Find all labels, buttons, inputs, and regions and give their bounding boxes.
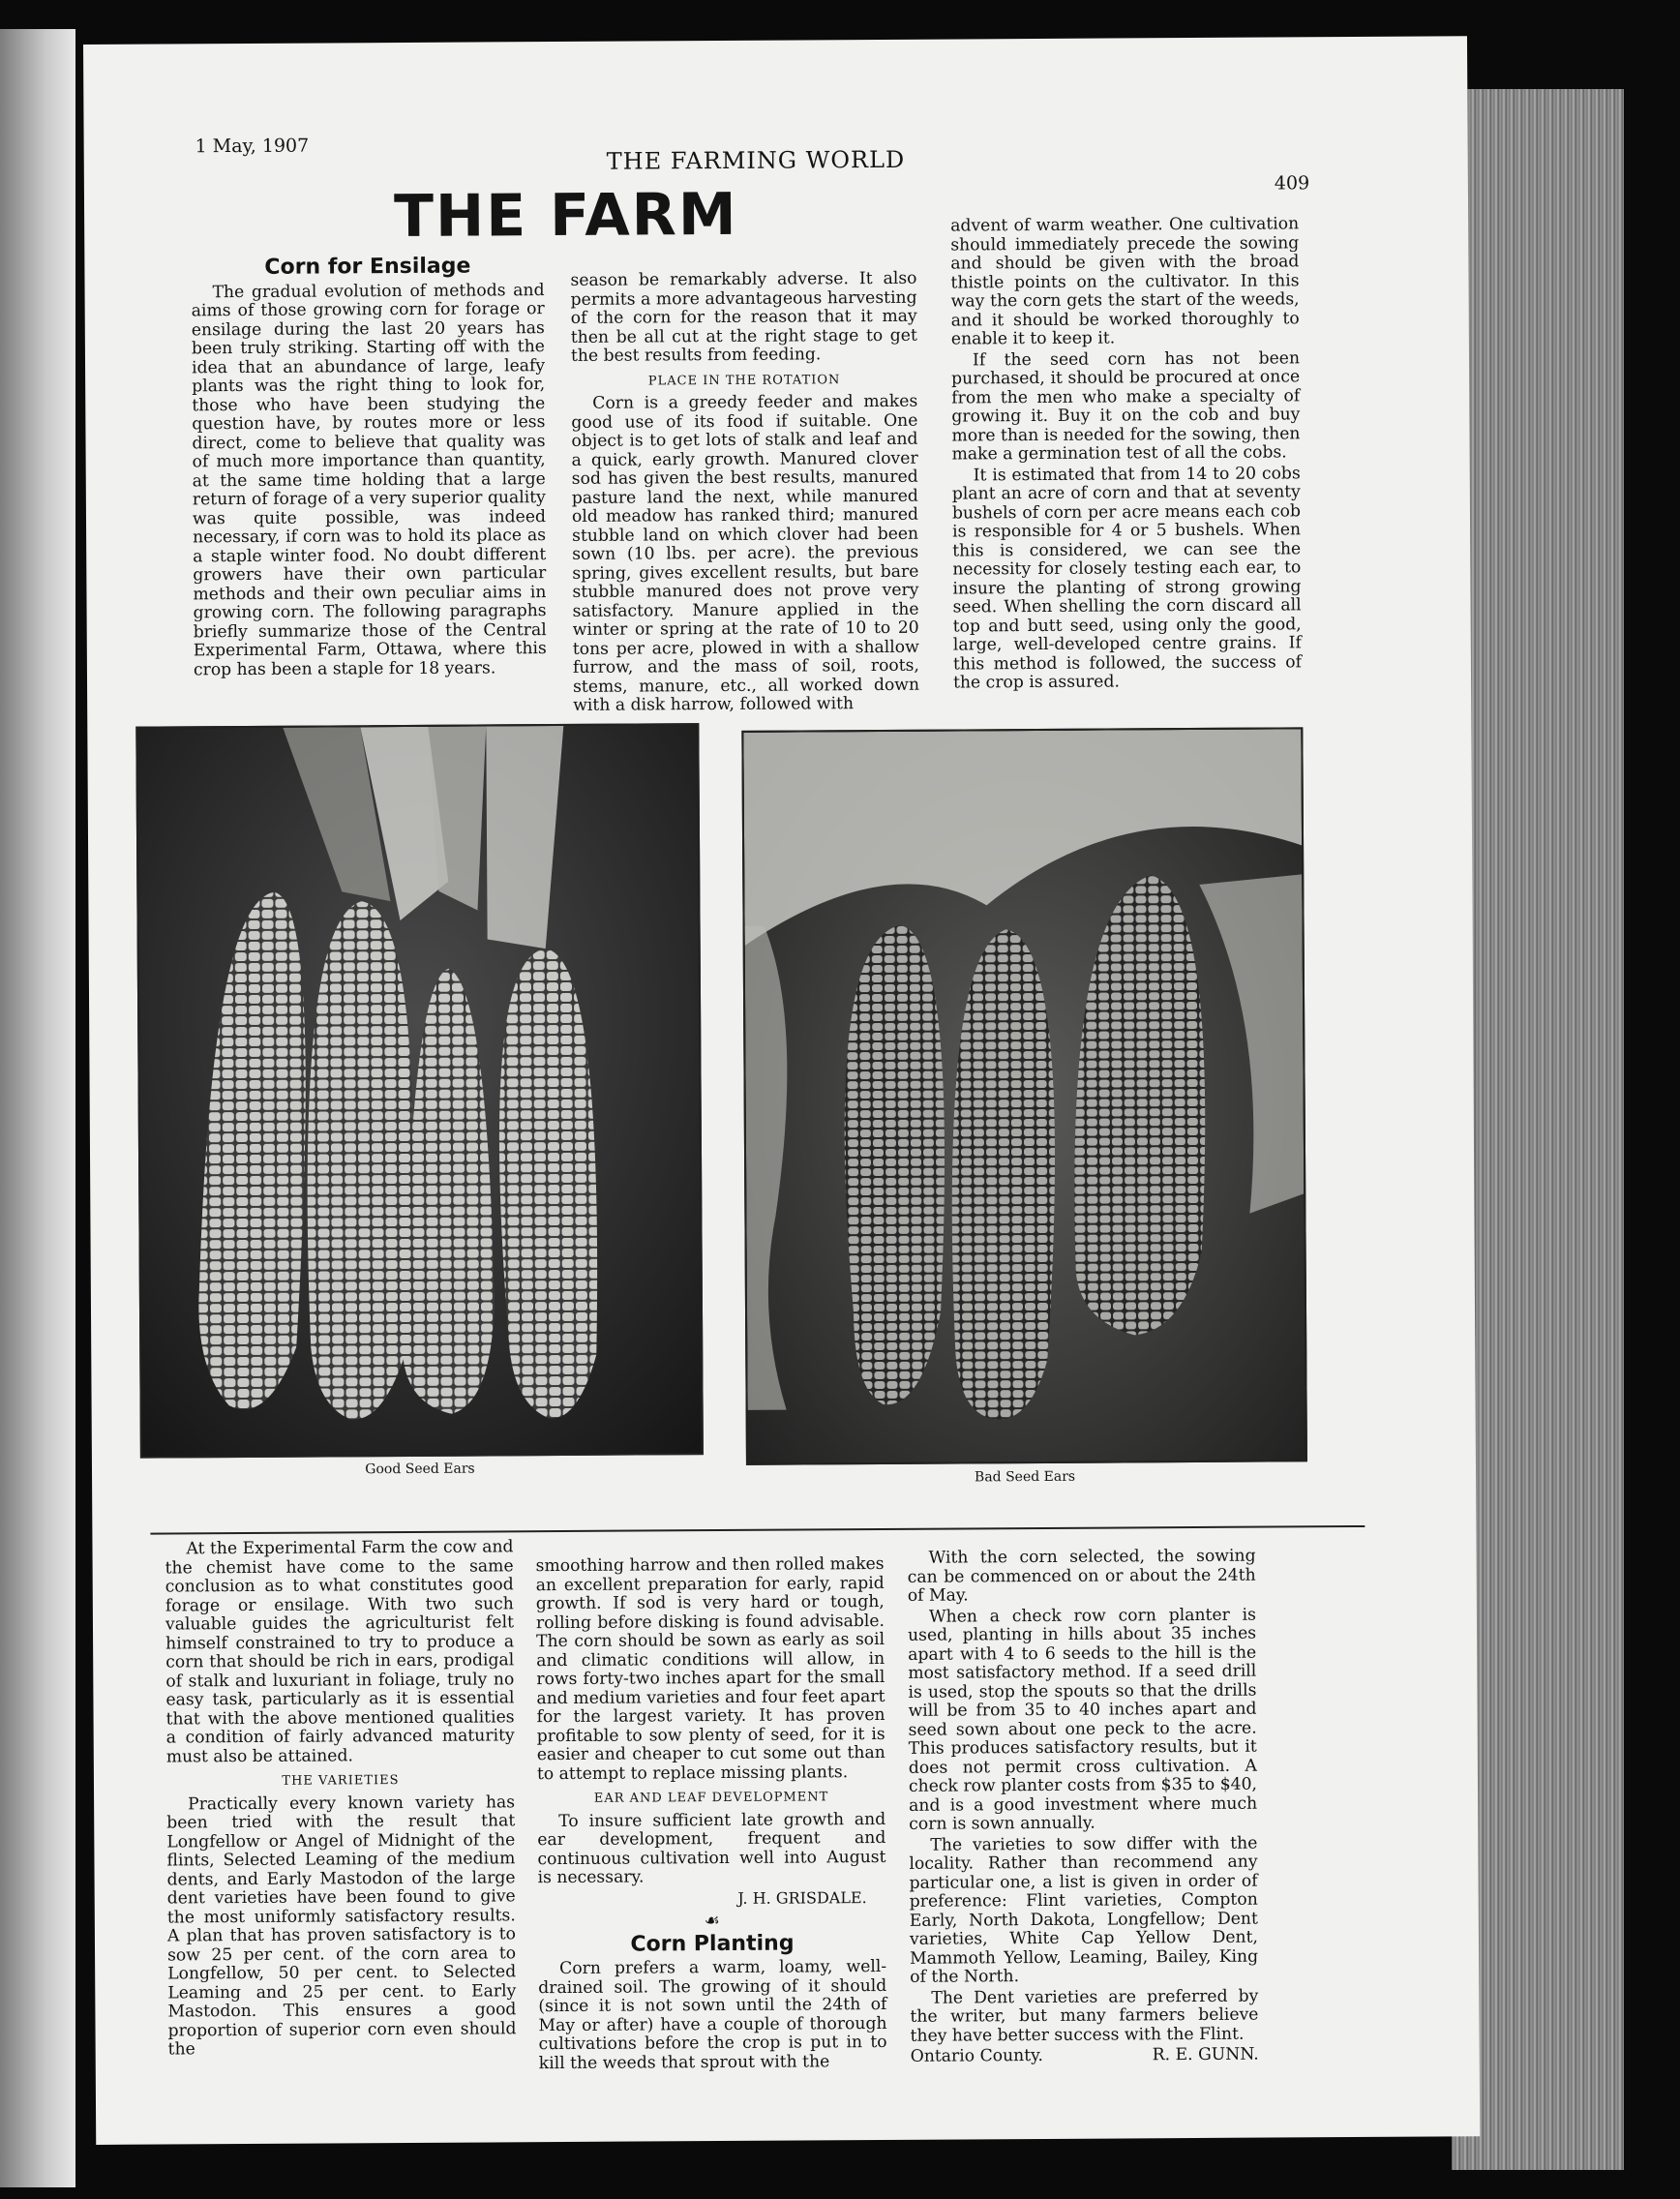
caption-bad-seed-ears: Bad Seed Ears (974, 1468, 1076, 1486)
article1-column2 (570, 270, 919, 718)
byline (911, 2046, 1259, 2067)
article1-paragraph: It is estimated that from 14 to 20 cobs plant an acre of corn and that at seventy bushels of corn per acre means each cob is responsible for 4 or 5 bushels. When this is considered, we can see the necessity for closely testing each ear, to insure the planting of strong growing seed. When shelling the corn discard all top and butt seed, using only the good, large, well-developed centre grains. If this method is followed, the success of the crop is assured. (951, 463, 1302, 693)
article1-column1 (191, 256, 547, 681)
article1-paragraph: To insure sufficient late growth and ear development, frequent and continuous cultivation well into August is necessary. (537, 1809, 886, 1888)
article2-paragraph: The varieties to sow differ with the locality. Rather than recommend any particular one, a list is given in order of preference: Flint varieties, Compton Early, North Dakota, Longfellow; Dent varieties, White Cap Yellow Dent, Mammoth Yellow, Leaming, Bailey, King of the North. (909, 1833, 1259, 1987)
page-number: 409 (1274, 172, 1310, 195)
caption-good-seed-ears: Good Seed Ears (365, 1461, 475, 1478)
article2-paragraph: When a check row corn planter is used, planting in hills about 35 inches apart with 4 to 6 seeds to the hill is the most satisfactory method. If a seed drill is used, stop the spouts so that the drills will be from 35 to 40 inches apart and seed sown about one peck to the acre. This produces satisfactory results, but it does not permit cross cultivation. A check row planter costs from $35 to $40, and is a good investment where much corn is sown annually. (907, 1605, 1258, 1834)
article1-column1-bottom (165, 1538, 516, 2062)
article-column2-bottom (536, 1555, 887, 2075)
article2-column3 (908, 1548, 1259, 2067)
ornament-icon: ☙ (704, 1911, 720, 1932)
subheading-varieties: THE VARIETIES (282, 1773, 400, 1789)
section-divider (150, 1525, 1365, 1535)
article2-paragraph: The Dent varieties are preferred by the writer, but many farmers believe they have better success with the Flint. (910, 1986, 1259, 2046)
article1-paragraph: If the seed corn has not been purchased, it should be procured at once from the men who make a specialty of growing it. Buy it on the cob and buy more than is needed for the sowing, then make a germination test of all the cobs. (951, 347, 1301, 465)
signature-gunn: R. E. GUNN. (1152, 2044, 1259, 2065)
section-title: THE FARM (393, 180, 738, 252)
article1-paragraph: At the Experimental Farm the cow and the chemist have come to the same conclusion as to what constitutes good forage or ensilage. With two such valuable guides the agriculturist felt himself constrained to try to produce a corn that should be rich in ears, prodigal of stalk and luxuriant in foliage, truly no easy task, particularly as it is essential that with the above mentioned qualities a condition of fairly advanced maturity must also be attained. (165, 1537, 515, 1767)
article1-paragraph: smoothing harrow and then rolled makes an excellent preparation for early, rapid growth. If sod is very hard or tough, rolling before disking is found advisable. The corn should be sown as early as soil and climatic conditions will allow, in rows forty-two inches apart for the small and medium varieties and four feet apart for the largest variety. It has proven profitable to sow plenty of seed, for it is easier and cheaper to cut some out than to attempt to replace missing plants. (535, 1553, 885, 1784)
article2-title: Corn Planting (630, 1931, 795, 1957)
article1-paragraph: The gradual evolution of methods and aims of those growing corn for forage or ensilage during the last 20 years has been truly striking. Starting off with the idea that an abundance of large, leafy plants was the right thing to look for, those who have been studying the question have, by routes more or less direct, come to believe that quality was of much more importance than quantity, at the same time holding that a large return of forage of a very superior quality was quite possible, was indeed necessary, if corn was to hold its place as a staple winter food. No doubt different growers have their own particular methods and their own peculiar aims in growing corn. The following paragraphs briefly summarize those of the Central Experimental Farm, Ottawa, where this crop has been a staple for 18 years. (191, 280, 547, 679)
article1-paragraph: Practically every known variety has been tried with the result that Longfellow or Angel of Midnight of the flints, Selected Leaming of the medium dents, and Early Mastodon of the large dent varieties have been found to give the most uniformly satisfactory results. A plan that has proven satisfactory is to sow 25 per cent. of the corn area to Longfellow, 50 per cent. to Selected Leaming and 25 per cent. to Early Mastodon. This ensures a good proportion of superior corn even should the (166, 1792, 517, 2060)
location: Ontario County. (910, 2045, 1044, 2066)
subheading-rotation: PLACE IN THE ROTATION (647, 372, 841, 388)
issue-date: 1 May, 1907 (195, 135, 310, 158)
subheading-ear-leaf: EAR AND LEAF DEVELOPMENT (593, 1790, 829, 1806)
photo-good-seed-ears (135, 723, 704, 1459)
article2-paragraph: With the corn selected, the sowing can be commenced on or about the 24th of May. (907, 1546, 1256, 1606)
article1-paragraph: advent of warm weather. One cultivation should immediately precede the sowing and should be given with the broad thistle points on the cultivator. In this way the corn gets the start of the weeds, and it should be worked thoroughly to enable it to keep it. (950, 214, 1300, 349)
magazine-title: THE FARMING WORLD (606, 145, 906, 175)
signature-grisdale: J. H. GRISDALE. (737, 1887, 867, 1908)
article2-paragraph: Corn prefers a warm, loamy, well-drained soil. The growing of it should (since it is not sown until the 24th of May or after) have a couple of thorough cultivations before the crop is put in to kill the weeds that sprout with the (538, 1956, 887, 2073)
photo-bad-seed-ears (741, 727, 1307, 1465)
magazine-page (83, 36, 1480, 2145)
article1-title: Corn for Ensilage (264, 254, 471, 280)
article1-paragraph: Corn is a greedy feeder and makes good use of its food if suitable. One object is to get lots of stalk and leaf and a quick, early growth. Manured clover sod has given the best results, manured pasture land the next, while manured old meadow has ranked third; manured stubble land on which clover had been sown (10 lbs. per acre). the previous spring, gives excellent results, but bare stubble manured does not prove very satisfactory. Manure applied in the winter or spring at the rate of 10 to 20 tons per acre, plowed in with a shallow furrow, and the mass of soil, roots, stems, manure, etc., all worked down with a disk harrow, followed with (571, 391, 920, 715)
previous-page-edge (0, 29, 75, 2187)
article1-column3 (950, 215, 1302, 695)
article1-paragraph: season be remarkably adverse. It also permits a more advantageous harvesting of the corn for the reason that it may then be all cut at the right stage to get the best results from feeding. (570, 268, 917, 366)
